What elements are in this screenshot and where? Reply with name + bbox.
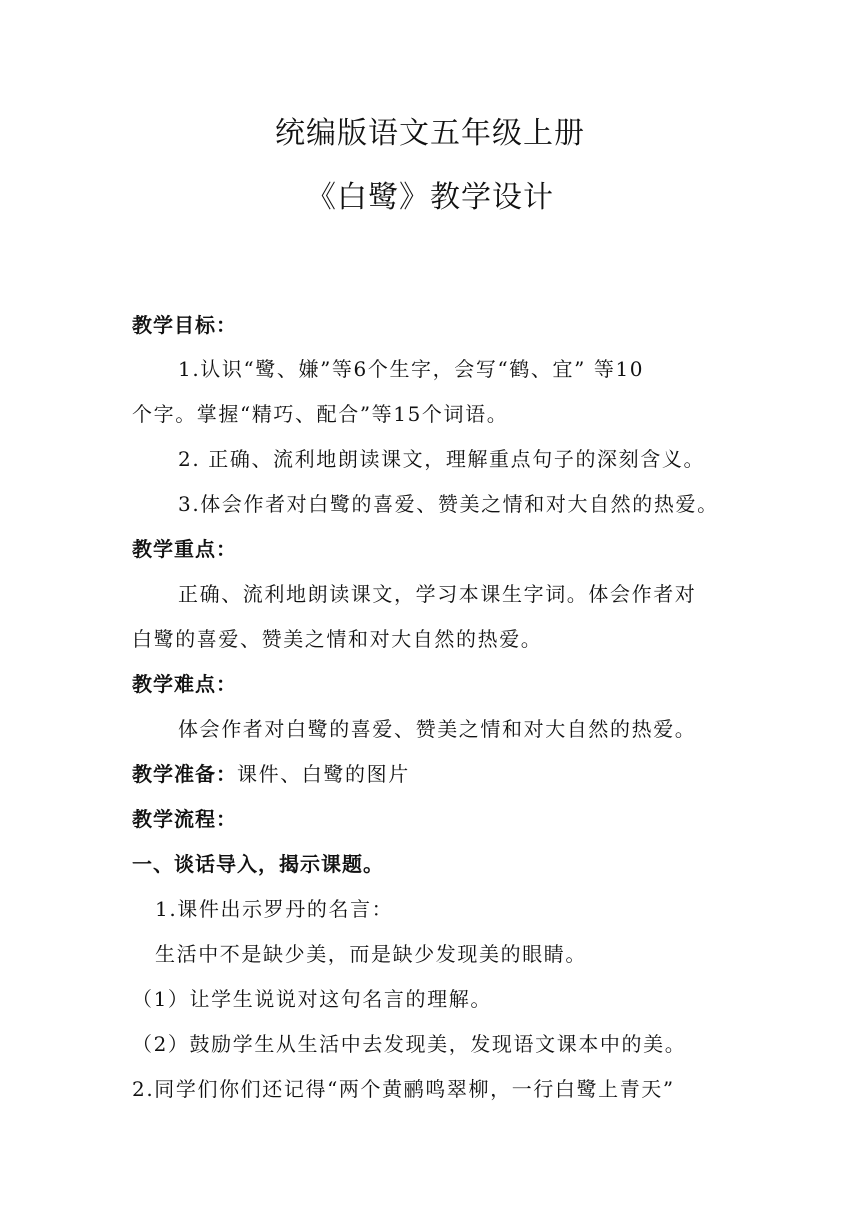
preparation-content: 课件、白鹭的图片: [237, 762, 410, 786]
key-points-heading: 教学重点：: [132, 537, 237, 561]
preparation-line: [132, 760, 410, 788]
rodin-quote: 生活中不是缺少美，而是缺少发现美的眼睛。: [155, 942, 587, 966]
objectives-heading: 教学目标：: [132, 313, 237, 337]
process-heading: 教学流程：: [132, 807, 237, 831]
difficulties-heading: 教学难点：: [132, 672, 237, 696]
key-points-line-1: 正确、流利地朗读课文，学习本课生字词。体会作者对: [178, 582, 697, 606]
key-points-line-2: 白鹭的喜爱、赞美之情和对大自然的热爱。: [132, 627, 543, 651]
objective-item-1-line-1: 1.认识“鹭、嫌”等6个生字，会写“鹤、宜” 等10: [178, 357, 645, 381]
process-step-2: 2.同学们你们还记得“两个黄鹂鸣翠柳，一行白鹭上青天”: [132, 1077, 675, 1101]
difficulties-line-1: 体会作者对白鹭的喜爱、赞美之情和对大自然的热爱。: [178, 717, 697, 741]
objective-item-3: 3.体会作者对白鹭的喜爱、赞美之情和对大自然的热爱。: [178, 492, 719, 516]
preparation-heading: 教学准备：: [132, 762, 237, 786]
process-step-1: 1.课件出示罗丹的名言：: [155, 897, 394, 921]
process-sub-item-1: （1）让学生说说对这句名言的理解。: [132, 987, 492, 1011]
objective-item-2: 2. 正确、流利地朗读课文，理解重点句子的深刻含义。: [178, 447, 706, 471]
objective-item-1-line-2: 个字。掌握“精巧、配合”等15个词语。: [132, 402, 509, 426]
title-line-2: 《白鹭》教学设计: [306, 180, 554, 215]
title-line-1: 统编版语文五年级上册: [275, 116, 585, 151]
process-sub-item-2: （2）鼓励学生从生活中去发现美，发现语文课本中的美。: [132, 1032, 687, 1056]
section-1-heading: 一、谈话导入，揭示课题。: [132, 852, 384, 876]
